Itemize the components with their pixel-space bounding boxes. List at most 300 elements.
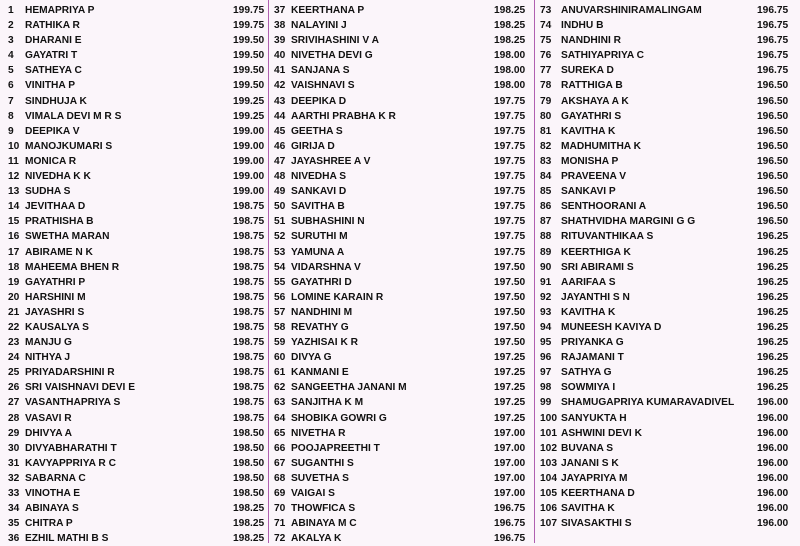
- candidate-name: JEVITHAA D: [25, 201, 86, 213]
- list-row: [8, 184, 270, 199]
- candidate-name: SOWMIYA I: [561, 382, 616, 394]
- candidate-name: SABARNA C: [25, 472, 86, 484]
- candidate-name: INDHU B: [561, 20, 604, 32]
- list-row: [274, 214, 536, 229]
- list-row: [540, 48, 796, 63]
- serial-number: 95: [540, 337, 552, 349]
- serial-number: 35: [8, 518, 20, 530]
- list-row: [274, 18, 536, 33]
- list-row: [540, 350, 796, 365]
- candidate-name: KAUSALYA S: [25, 321, 89, 333]
- serial-number: 97: [540, 367, 552, 379]
- serial-number: 22: [8, 321, 20, 333]
- column-divider: [534, 0, 535, 543]
- candidate-name: SURUTHI M: [291, 231, 348, 243]
- list-row: [274, 3, 536, 18]
- candidate-name: VAISHNAVI S: [291, 80, 355, 92]
- score-value: 198.75: [233, 321, 265, 333]
- score-value: 196.25: [757, 261, 789, 273]
- candidate-name: JAYAPRIYA M: [561, 472, 628, 484]
- list-row: [8, 94, 270, 109]
- score-value: 196.75: [757, 65, 789, 77]
- list-row: [540, 154, 796, 169]
- score-value: 198.75: [233, 306, 265, 318]
- score-value: 196.50: [757, 95, 789, 107]
- candidate-name: KAVYAPPRIYA R C: [25, 457, 116, 469]
- serial-number: 46: [274, 140, 286, 152]
- list-row: [540, 124, 796, 139]
- candidate-name: MANJU G: [25, 337, 72, 349]
- serial-number: 57: [274, 306, 286, 318]
- score-value: 197.00: [494, 472, 526, 484]
- candidate-name: MANOJKUMARI S: [25, 140, 113, 152]
- score-value: 198.75: [233, 352, 265, 364]
- list-row: [8, 471, 270, 486]
- candidate-name: SAVITHA B: [291, 201, 345, 213]
- list-row: [8, 18, 270, 33]
- list-row: [274, 411, 536, 426]
- list-row: [274, 350, 536, 365]
- serial-number: 26: [8, 382, 20, 394]
- serial-number: 78: [540, 80, 552, 92]
- score-value: 196.50: [757, 110, 789, 122]
- candidate-name: ABINAYA M C: [291, 518, 357, 530]
- candidate-name: JAYANTHI S N: [561, 291, 630, 303]
- candidate-name: SANGEETHA JANANI M: [291, 382, 407, 394]
- list-row: [540, 94, 796, 109]
- candidate-name: LOMINE KARAIN R: [291, 291, 384, 303]
- score-value: 198.50: [233, 457, 265, 469]
- serial-number: 38: [274, 20, 286, 32]
- list-row: [8, 78, 270, 93]
- candidate-name: SRIVIHASHINI V A: [291, 35, 379, 47]
- candidate-name: RAJAMANI T: [561, 352, 624, 364]
- candidate-name: SINDHUJA K: [25, 95, 87, 107]
- list-row: [540, 380, 796, 395]
- score-value: 199.25: [233, 110, 265, 122]
- serial-number: 34: [8, 503, 20, 515]
- list-row: [274, 320, 536, 335]
- candidate-name: PRAVEENA V: [561, 171, 627, 183]
- candidate-name: JAYASHREE A V: [291, 155, 371, 167]
- candidate-name: POOJAPREETHI T: [291, 442, 380, 454]
- score-value: 197.75: [494, 231, 526, 243]
- serial-number: 99: [540, 397, 552, 409]
- serial-number: 7: [8, 95, 14, 107]
- candidate-name: NIVETHA R: [291, 427, 346, 439]
- candidate-name: VIMALA DEVI M R S: [25, 110, 122, 122]
- score-value: 199.75: [233, 20, 265, 32]
- score-value: 196.25: [757, 246, 789, 258]
- list-row: [274, 275, 536, 290]
- list-row: [8, 380, 270, 395]
- candidate-name: HEMAPRIYA P: [25, 5, 95, 16]
- serial-number: 67: [274, 457, 286, 469]
- candidate-name: AKALYA K: [291, 533, 342, 545]
- list-row: [540, 33, 796, 48]
- candidate-name: SENTHOORANI A: [561, 201, 647, 213]
- rank-column-2: [274, 3, 536, 546]
- list-row: [8, 320, 270, 335]
- candidate-name: SUBHASHINI N: [291, 216, 365, 228]
- list-row: [540, 426, 796, 441]
- list-row: [540, 501, 796, 516]
- serial-number: 52: [274, 231, 286, 243]
- candidate-name: SANKAVI P: [561, 186, 616, 198]
- serial-number: 36: [8, 533, 20, 545]
- score-value: 197.50: [494, 306, 526, 318]
- serial-number: 25: [8, 367, 20, 379]
- serial-number: 14: [8, 201, 20, 213]
- list-row: [8, 275, 270, 290]
- list-row: [540, 139, 796, 154]
- list-row: [8, 441, 270, 456]
- serial-number: 28: [8, 412, 20, 424]
- serial-number: 50: [274, 201, 286, 213]
- candidate-name: KAVITHA K: [561, 306, 616, 318]
- score-value: 196.75: [494, 503, 526, 515]
- candidate-name: SUDHA S: [25, 186, 71, 198]
- serial-number: 102: [540, 442, 557, 454]
- candidate-name: VINITHA P: [25, 80, 75, 92]
- list-row: [540, 441, 796, 456]
- list-row: [540, 260, 796, 275]
- serial-number: 104: [540, 472, 557, 484]
- serial-number: 62: [274, 382, 286, 394]
- serial-number: 96: [540, 352, 552, 364]
- score-value: 199.50: [233, 65, 265, 77]
- score-value: 197.75: [494, 171, 526, 183]
- candidate-name: SWETHA MARAN: [25, 231, 110, 243]
- candidate-name: GAYATHRI D: [291, 276, 352, 288]
- candidate-name: REVATHY G: [291, 321, 349, 333]
- score-value: 197.50: [494, 276, 526, 288]
- serial-number: 23: [8, 337, 20, 349]
- list-row: [540, 184, 796, 199]
- list-row: [274, 245, 536, 260]
- serial-number: 20: [8, 291, 20, 303]
- candidate-name: DHARANI E: [25, 35, 82, 47]
- candidate-name: SUREKA D: [561, 65, 614, 77]
- candidate-name: SHOBIKA GOWRI G: [291, 412, 387, 424]
- serial-number: 19: [8, 276, 20, 288]
- score-value: 196.75: [757, 35, 789, 47]
- list-row: [274, 139, 536, 154]
- candidate-name: NANDHINI M: [291, 306, 353, 318]
- serial-number: 106: [540, 503, 557, 515]
- list-row: [8, 124, 270, 139]
- list-row: [8, 229, 270, 244]
- list-row: [540, 109, 796, 124]
- score-value: 198.00: [494, 65, 526, 77]
- score-value: 197.00: [494, 457, 526, 469]
- score-value: 198.25: [233, 503, 265, 515]
- serial-number: 24: [8, 352, 20, 364]
- score-value: 196.25: [757, 382, 789, 394]
- score-value: 197.75: [494, 186, 526, 198]
- serial-number: 61: [274, 367, 286, 379]
- list-row: [274, 33, 536, 48]
- list-row: [8, 486, 270, 501]
- serial-number: 100: [540, 412, 557, 424]
- serial-number: 88: [540, 231, 552, 243]
- candidate-name: GIRIJA D: [291, 140, 335, 152]
- candidate-name: KEERTHANA P: [291, 5, 365, 16]
- serial-number: 75: [540, 35, 552, 47]
- serial-number: 17: [8, 246, 20, 258]
- score-value: 196.25: [757, 352, 789, 364]
- list-row: [274, 184, 536, 199]
- candidate-name: VIDARSHNA V: [291, 261, 361, 273]
- serial-number: 9: [8, 125, 14, 137]
- serial-number: 84: [540, 171, 552, 183]
- list-row: [8, 350, 270, 365]
- candidate-name: GAYATHRI P: [25, 276, 86, 288]
- serial-number: 21: [8, 306, 20, 318]
- candidate-name: DHIVYA A: [25, 427, 72, 439]
- list-row: [8, 516, 270, 531]
- serial-number: 69: [274, 488, 286, 499]
- serial-number: 58: [274, 321, 286, 333]
- list-row: [274, 441, 536, 456]
- score-value: 199.50: [233, 80, 265, 92]
- list-row: [540, 214, 796, 229]
- serial-number: 103: [540, 457, 557, 469]
- score-value: 198.75: [233, 337, 265, 349]
- score-value: 199.00: [233, 171, 265, 183]
- list-row: [274, 290, 536, 305]
- list-row: [8, 154, 270, 169]
- candidate-name: SANJANA S: [291, 65, 350, 77]
- candidate-name: EZHIL MATHI B S: [25, 533, 109, 545]
- list-row: [540, 199, 796, 214]
- score-value: 197.25: [494, 352, 526, 364]
- candidate-name: YAZHISAI K R: [291, 337, 358, 349]
- list-row: [540, 169, 796, 184]
- list-row: [274, 94, 536, 109]
- score-value: 196.50: [757, 140, 789, 152]
- list-row: [540, 275, 796, 290]
- score-value: 196.25: [757, 367, 789, 379]
- score-value: 198.25: [233, 533, 265, 545]
- score-value: 198.75: [233, 246, 265, 258]
- candidate-name: MADHUMITHA K: [561, 140, 641, 152]
- list-row: [274, 395, 536, 410]
- candidate-name: ANUVARSHINIRAMALINGAM: [561, 5, 702, 16]
- score-value: 196.00: [757, 442, 789, 454]
- candidate-name: CHITRA P: [25, 518, 73, 530]
- score-value: 198.75: [233, 412, 265, 424]
- list-row: [8, 456, 270, 471]
- serial-number: 56: [274, 291, 286, 303]
- candidate-name: THOWFICA S: [291, 503, 356, 515]
- serial-number: 8: [8, 110, 14, 122]
- list-row: [8, 139, 270, 154]
- score-value: 198.75: [233, 291, 265, 303]
- list-row: [274, 501, 536, 516]
- list-row: [274, 456, 536, 471]
- score-value: 199.00: [233, 140, 265, 152]
- score-value: 198.25: [233, 518, 265, 530]
- score-value: 198.00: [494, 50, 526, 62]
- serial-number: 77: [540, 65, 552, 77]
- score-value: 199.25: [233, 95, 265, 107]
- serial-number: 16: [8, 231, 20, 243]
- serial-number: 54: [274, 261, 286, 273]
- list-row: [540, 290, 796, 305]
- list-row: [8, 245, 270, 260]
- score-value: 198.75: [233, 201, 265, 213]
- score-value: 197.50: [494, 261, 526, 273]
- score-value: 196.25: [757, 337, 789, 349]
- score-value: 198.50: [233, 442, 265, 454]
- score-value: 196.00: [757, 488, 789, 499]
- list-row: [274, 516, 536, 531]
- candidate-name: SUVETHA S: [291, 472, 349, 484]
- score-value: 196.75: [494, 533, 526, 545]
- serial-number: 10: [8, 140, 20, 152]
- candidate-name: AARIFAA S: [561, 276, 616, 288]
- candidate-name: HARSHINI M: [25, 291, 86, 303]
- candidate-name: NALAYINI J: [291, 20, 347, 32]
- list-row: [540, 63, 796, 78]
- serial-number: 101: [540, 427, 557, 439]
- serial-number: 37: [274, 5, 286, 16]
- serial-number: 51: [274, 216, 286, 228]
- list-row: [8, 290, 270, 305]
- serial-number: 18: [8, 261, 20, 273]
- candidate-name: MONICA R: [25, 155, 77, 167]
- score-value: 197.25: [494, 397, 526, 409]
- candidate-name: RATHIKA R: [25, 20, 80, 32]
- candidate-name: JAYASHRI S: [25, 306, 85, 318]
- list-row: [8, 33, 270, 48]
- score-value: 197.75: [494, 95, 526, 107]
- serial-number: 40: [274, 50, 286, 62]
- candidate-name: SANYUKTA H: [561, 412, 627, 424]
- serial-number: 73: [540, 5, 552, 16]
- score-value: 196.50: [757, 201, 789, 213]
- score-value: 196.50: [757, 216, 789, 228]
- list-row: [540, 18, 796, 33]
- candidate-name: RITUVANTHIKAA S: [561, 231, 654, 243]
- serial-number: 2: [8, 20, 14, 32]
- candidate-name: MONISHA P: [561, 155, 619, 167]
- score-value: 196.00: [757, 397, 789, 409]
- serial-number: 98: [540, 382, 552, 394]
- serial-number: 80: [540, 110, 552, 122]
- candidate-name: YAMUNA A: [291, 246, 345, 258]
- serial-number: 91: [540, 276, 552, 288]
- list-row: [274, 305, 536, 320]
- candidate-name: BUVANA S: [561, 442, 614, 454]
- list-row: [274, 48, 536, 63]
- serial-number: 90: [540, 261, 552, 273]
- score-value: 196.00: [757, 412, 789, 424]
- list-row: [540, 516, 796, 531]
- candidate-name: SATHYA G: [561, 367, 612, 379]
- candidate-name: DEEPIKA V: [25, 125, 80, 137]
- candidate-name: NANDHINI R: [561, 35, 621, 47]
- candidate-name: DEEPIKA D: [291, 95, 347, 107]
- list-row: [540, 456, 796, 471]
- candidate-name: PRIYANKA G: [561, 337, 624, 349]
- candidate-name: KANMANI E: [291, 367, 349, 379]
- score-value: 198.25: [494, 5, 526, 16]
- list-row: [8, 199, 270, 214]
- score-value: 197.25: [494, 367, 526, 379]
- candidate-name: SIVASAKTHI S: [561, 518, 632, 530]
- score-value: 198.75: [233, 231, 265, 243]
- serial-number: 6: [8, 80, 14, 92]
- list-row: [8, 426, 270, 441]
- serial-number: 44: [274, 110, 286, 122]
- list-row: [540, 395, 796, 410]
- list-row: [8, 365, 270, 380]
- serial-number: 3: [8, 35, 14, 47]
- serial-number: 4: [8, 50, 14, 62]
- score-value: 197.75: [494, 125, 526, 137]
- score-value: 197.00: [494, 427, 526, 439]
- score-value: 197.00: [494, 488, 526, 499]
- score-value: 196.75: [757, 20, 789, 32]
- score-value: 197.75: [494, 110, 526, 122]
- list-row: [274, 109, 536, 124]
- list-row: [274, 229, 536, 244]
- score-value: 196.75: [494, 518, 526, 530]
- candidate-name: AARTHI PRABHA K R: [291, 110, 396, 122]
- score-value: 196.00: [757, 518, 789, 530]
- list-row: [8, 395, 270, 410]
- list-row: [8, 501, 270, 516]
- score-value: 198.00: [494, 80, 526, 92]
- candidate-name: PRIYADARSHINI R: [25, 367, 115, 379]
- list-row: [540, 365, 796, 380]
- candidate-name: SRI ABIRAMI S: [561, 261, 634, 273]
- serial-number: 49: [274, 186, 286, 198]
- serial-number: 41: [274, 65, 286, 77]
- score-value: 197.25: [494, 382, 526, 394]
- list-row: [540, 411, 796, 426]
- serial-number: 31: [8, 457, 20, 469]
- list-row: [274, 124, 536, 139]
- serial-number: 63: [274, 397, 286, 409]
- score-value: 198.75: [233, 367, 265, 379]
- candidate-name: SRI VAISHNAVI DEVI E: [25, 382, 136, 394]
- candidate-name: ABIRAME N K: [25, 246, 93, 258]
- score-value: 198.50: [233, 472, 265, 484]
- serial-number: 71: [274, 518, 286, 530]
- serial-number: 105: [540, 488, 557, 499]
- score-value: 196.00: [757, 503, 789, 515]
- score-value: 196.00: [757, 427, 789, 439]
- serial-number: 86: [540, 201, 552, 213]
- score-value: 197.75: [494, 155, 526, 167]
- serial-number: 89: [540, 246, 552, 258]
- serial-number: 81: [540, 125, 552, 137]
- score-value: 196.00: [757, 457, 789, 469]
- serial-number: 15: [8, 216, 20, 228]
- serial-number: 5: [8, 65, 14, 77]
- list-row: [274, 426, 536, 441]
- list-row: [274, 486, 536, 501]
- list-row: [8, 305, 270, 320]
- score-value: 199.50: [233, 50, 265, 62]
- list-row: [540, 305, 796, 320]
- candidate-name: PRATHISHA B: [25, 216, 94, 228]
- candidate-name: GEETHA S: [291, 125, 343, 137]
- score-value: 198.75: [233, 397, 265, 409]
